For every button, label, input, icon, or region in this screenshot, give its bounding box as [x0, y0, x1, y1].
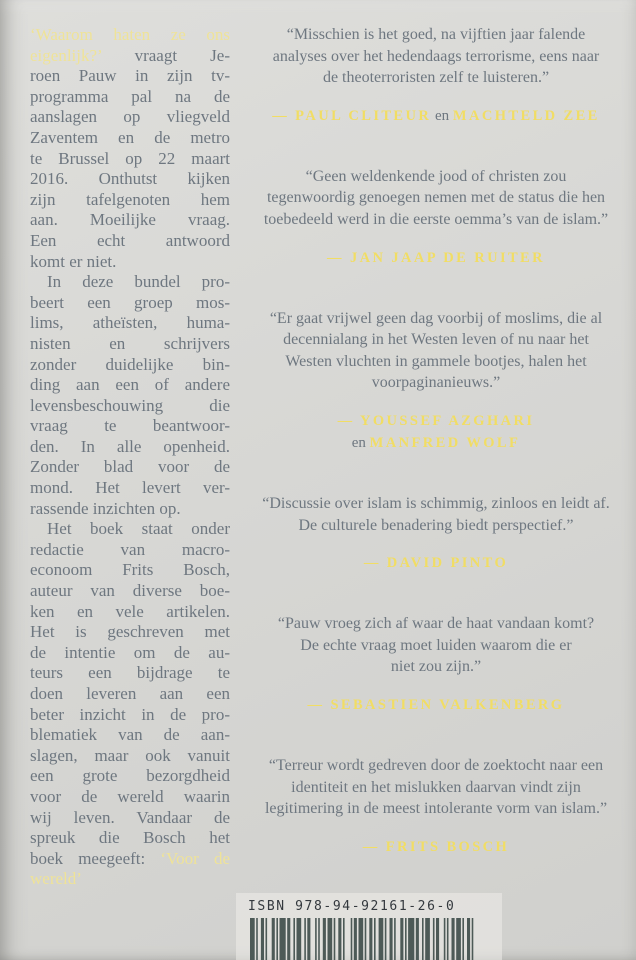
blurb-line: redactie van macro- [30, 539, 230, 559]
blurb-line: rassende inzichten op. [30, 498, 181, 518]
attribution-name: PAUL CLITEUR [295, 107, 432, 124]
attribution-name: — [307, 696, 331, 713]
isbn-area [236, 893, 502, 960]
quote-block [238, 24, 634, 127]
quote-block [238, 755, 634, 858]
quote-line: Westen vluchten in gammele bootjes, halen het [285, 352, 587, 370]
quote-line: “Geen weldenkende jood of christen zou [305, 167, 567, 185]
quote-line: de theoterroristen zelf te luisteren.” [322, 69, 550, 87]
quote-attribution [238, 552, 634, 574]
highlighted-phrase: eigenlijk?’ [30, 45, 102, 65]
quote-block [238, 166, 634, 269]
quote-line: decennialang in het Westen leven of nu naar het [283, 331, 589, 349]
blurb-line: Een echt antwoord [30, 230, 230, 250]
quote-line: niet zou zijn.” [390, 658, 482, 676]
blurb-line: aan. Moeilijke vraag. [30, 210, 230, 230]
blurb-line: ding aan een of andere [30, 375, 230, 395]
quote-attribution [238, 694, 634, 716]
blurb-line: den. In alle openheid. [30, 436, 230, 456]
attribution-name: — [272, 107, 296, 124]
blurb-line: In deze bundel pro- [47, 272, 230, 292]
quote-line: legitimering in de meest intolerante vorm van islam.” [264, 800, 608, 818]
quote-text [238, 613, 634, 678]
blurb-line: nisten en schrijvers [30, 333, 230, 353]
attribution-line [238, 410, 634, 432]
isbn-label: ISBN 978-94-92161-26-0 [248, 899, 456, 914]
attribution-name: YOUSSEF AZGHARI [359, 412, 535, 429]
blurb-line: de intentie om de au- [30, 642, 230, 662]
blurb-line: Het boek staat onder [47, 519, 230, 539]
quote-attribution [238, 105, 634, 127]
blurb-line: doen leveren aan een [30, 684, 230, 703]
attribution-name: MACHTELD ZEE [452, 107, 600, 124]
quote-line: identiteit en het mislukken daarvan vindt zijn [291, 778, 581, 796]
blurb-line: komt er niet. [30, 251, 117, 271]
blurb-line: zijn tafelgenoten hem [30, 189, 230, 209]
blurb-line: te Brussel op 22 maart [30, 148, 230, 168]
blurb-line [30, 25, 230, 46]
quote-block [238, 308, 634, 454]
attribution-name: — [327, 249, 350, 266]
quote-line: “Er gaat vrijwel geen dag voorbij of moslims, die al [269, 309, 603, 327]
quote-line: “Misschien is het goed, na vijftien jaar falende [286, 26, 586, 43]
blurb-line: Het is geschreven met [30, 622, 230, 642]
blurb-line: programma pal na de [30, 86, 230, 106]
blurb-line: beter inzicht in de pro- [30, 704, 230, 724]
quote-attribution [238, 836, 634, 858]
blurb-line: beert een groep mos- [30, 292, 230, 312]
blurb-line: econoom Frits Bosch, [30, 560, 230, 580]
quote-line: “Terreur wordt gedreven door de zoektocht naar een [268, 756, 604, 774]
blurb-line: auteur van diverse boe- [30, 581, 230, 601]
blurb-line: levensbeschouwing die [30, 395, 230, 415]
highlighted-phrase: wereld’ [30, 869, 82, 889]
blurb-line: aanslagen op vliegveld [30, 107, 230, 127]
blurb-line: voor de wereld waarin [30, 786, 230, 806]
blurb-line: spreuk die Bosch het [30, 828, 230, 848]
blurb-paragraph [30, 25, 230, 272]
quote-text [238, 24, 634, 89]
attribution-name: — [363, 555, 387, 572]
blurb-line: Zaventem en de metro [30, 127, 230, 147]
blurb-line: eigenlijk?’ vraagt Je- [30, 45, 230, 65]
blurb-line: een grote bezorgdheid [30, 766, 230, 786]
quote-attribution [238, 247, 634, 269]
blurb-paragraph [30, 272, 230, 519]
attribution-line: — PAUL CLITEUR en MACHTELD ZEE [272, 107, 600, 124]
blurb-line: teurs een bijdrage te [30, 663, 230, 683]
blurb-line: Zonder blad voor de [30, 457, 230, 477]
attribution-name: DAVID PINTO [386, 555, 509, 572]
attribution-name: FRITS BOSCH [385, 838, 510, 855]
highlighted-phrase: ‘Waarom haten ze ons [30, 25, 230, 44]
blurb-line: 2016. Onthutst kijken [30, 169, 230, 189]
quote-line: tegenwoordig genoegen nemen met de status die hen [266, 189, 606, 207]
blurb-line: slagen, maar ook vanuit [30, 745, 230, 765]
quote-block [238, 493, 634, 574]
blurb-line [30, 869, 230, 890]
quote-line: “Pauw vroeg zich af waar de haat vandaan komt? [277, 615, 595, 633]
quote-text [238, 308, 634, 394]
quote-line: toebedeeld werd in die eerste oemma’s van de islam.” [263, 210, 609, 228]
blurb-line: mond. Het levert ver- [30, 478, 230, 498]
attribution-name: — [337, 412, 360, 429]
quote-block [238, 613, 634, 716]
attribution-line [238, 836, 634, 858]
attribution-line [238, 694, 634, 716]
quote-line: analyses over het hedendaags terrorisme, eens naar [272, 47, 600, 65]
quote-line: “Discussie over islam is schimmig, zinloos en leidt af. [262, 494, 610, 512]
quote-text [238, 755, 634, 820]
quote-line: De echte vraag moet luiden waarom die er [300, 636, 572, 654]
attribution-line [238, 247, 634, 269]
blurb-line: zonder duidelijke bin- [30, 354, 230, 374]
quote-attribution [238, 410, 634, 454]
attribution-name: SEBASTIEN VALKENBERG [330, 696, 565, 713]
attribution-name: JAN JAAP DE RUITER [349, 249, 545, 266]
isbn-barcode [248, 918, 478, 960]
blurb-line: roen Pauw in zijn tv- [30, 66, 230, 86]
blurb-column [30, 25, 230, 890]
blurb-line: lims, atheïsten, huma- [30, 313, 230, 333]
attribution-name: MANFRED WOLF [369, 434, 521, 451]
quote-text [238, 493, 634, 536]
blurb-line: ken en vele artikelen. [30, 601, 230, 621]
attribution-name: — [362, 838, 386, 855]
attribution-line: en MANFRED WOLF [351, 434, 521, 451]
blurb-line: vraag te beantwoor- [30, 416, 230, 436]
quote-text [238, 166, 634, 231]
quote-line: De culturele benadering biedt perspectief.” [298, 516, 574, 534]
highlighted-phrase: ‘Voor de [160, 848, 231, 868]
blurb-line: blematiek van de aan- [30, 725, 230, 745]
blurb-paragraph [30, 519, 230, 890]
quote-line: voorpaginanieuws.” [371, 374, 501, 392]
attribution-line [238, 552, 634, 574]
quotes-column [238, 24, 634, 897]
blurb-line: wij leven. Vandaar de [30, 807, 230, 827]
blurb-line: boek meegeeft: ‘Voor de [30, 848, 231, 868]
